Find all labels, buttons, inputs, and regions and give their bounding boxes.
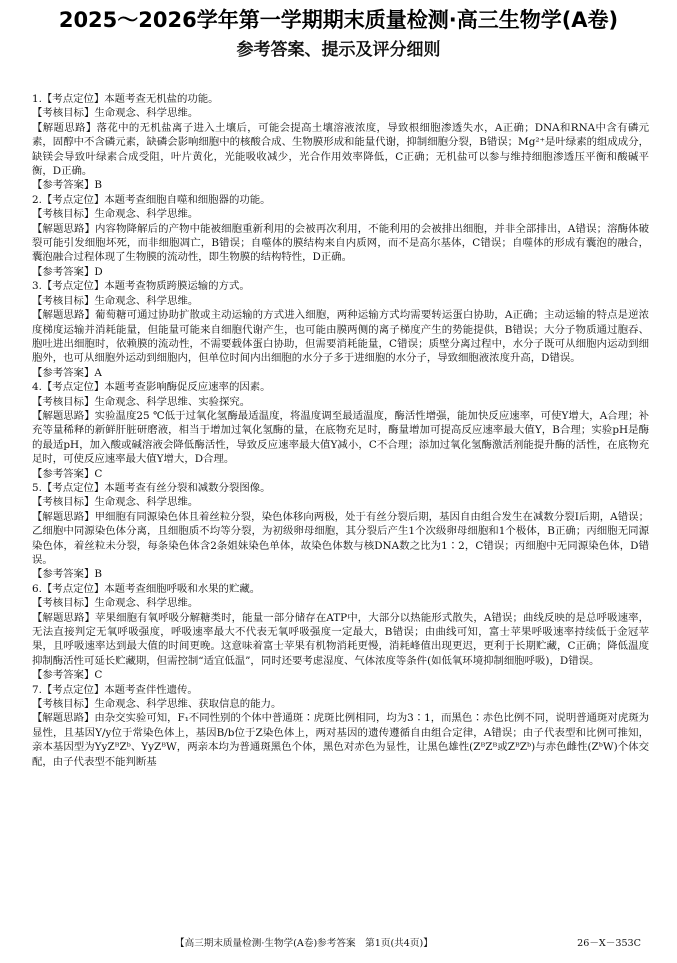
q1-target: 【考核目标】生命观念、科学思维。 — [32, 107, 199, 120]
q1-answer: 【参考答案】B — [32, 179, 102, 192]
q4-target: 【考核目标】生命观念、科学思维、实验探究。 — [32, 395, 251, 408]
q3-target: 【考核目标】生命观念、科学思维。 — [32, 294, 199, 307]
page-footer — [0, 936, 677, 952]
q6-topic: 6.【考点定位】本题考查细胞呼吸和水果的贮藏。 — [32, 582, 261, 595]
q7-reasoning: 【解题思路】由杂交实验可知，F₁不同性别的个体中普通斑∶虎斑比例相同，均为3∶1，而黑色∶赤色比例不同，说明普通斑对虎斑为显性，且基因Y/y位于常染色体上，基因B/b位于Z染色体上，两对基因的遗传遵循自由组合定律，A错误；由子代表型和比例可推知，亲本基因型为YyZᴮZᵇ、YyZᴮW，两亲本均为普通斑黑色个体，黑色对赤色为显性，让黑色雄性(ZᴮZᴮ或ZᴮZᵇ)与赤色雌性(ZᵇW)个体交配，由子代表型不能判断基 — [32, 712, 649, 768]
q6-answer: 【参考答案】C — [32, 669, 103, 682]
q3-topic: 3.【考点定位】本题考查物质跨膜运输的方式。 — [32, 280, 250, 293]
q2-reasoning: 【解题思路】内容物降解后的产物中能被细胞重新利用的会被再次利用，不能利用的会被排出细胞，并非全部排出，A错误；溶酶体破裂可能引发细胞坏死，而非细胞凋亡，B错误；自噬体的膜结构来自内质网，而不是高尔基体，C错误；自噬体的形成有囊泡的融合，囊泡融合过程体现了生物膜的流动性，即生物膜的结构特性，D正确。 — [32, 222, 649, 264]
question-4 — [32, 380, 649, 481]
q5-target: 【考核目标】生命观念、科学思维。 — [32, 496, 199, 509]
q6-target: 【考核目标】生命观念、科学思维。 — [32, 597, 199, 610]
footer-code: 26－X－353C — [577, 938, 641, 949]
q1-reasoning: 【解题思路】落花中的无机盐离子进入土壤后，可能会提高土壤溶液浓度，导致根细胞渗透失水，A正确；DNA和RNA中含有磷元素，固醇中不含磷元素，缺磷会影响细胞中的核酸合成、生物膜形成和能量代谢，抑制细胞分裂，B错误；Mg²⁺是叶绿素的组成成分，缺镁会导致叶绿素合成受阻，叶片黄化，光能吸收减少，光合作用效率降低，C正确；无机盐可以参与维持细胞渗透压平衡和酸碱平衡，D正确。 — [32, 121, 649, 178]
q5-topic: 5.【考点定位】本题考查有丝分裂和减数分裂图像。 — [32, 481, 271, 494]
question-6 — [32, 582, 649, 683]
question-5 — [32, 481, 649, 582]
question-2 — [32, 193, 649, 279]
q5-reasoning: 【解题思路】甲细胞有同源染色体且着丝粒分裂，染色体移向两极，处于有丝分裂后期，基因自由组合发生在减数分裂Ⅰ后期，A错误；乙细胞中同源染色体分离，且细胞质不均等分裂，为初级卵母细胞，其分裂后产生1个次级卵母细胞和1个极体，B正确；丙细胞无同源染色体，着丝粒未分裂，每条染色体含2条姐妹染色单体，故染色体数与核DNA数之比为1∶2，C错误；丙细胞中无同源染色体，D错误。 — [32, 510, 649, 566]
q2-answer: 【参考答案】D — [32, 265, 103, 278]
q4-answer: 【参考答案】C — [32, 467, 103, 480]
q4-reasoning: 【解题思路】实验温度25 ℃低于过氧化氢酶最适温度，将温度调至最适温度，酶活性增强，能加快反应速率，可使Y增大，A合理；补充等量稀释的新鲜肝脏研磨液，相当于增加过氧化氢酶的量，在底物充足时，酶量增加可提高反应速率最大值Y，B合理；实验pH是酶的最适pH，加入酸或碱溶液会降低酶活性，导致反应速率最大值Y减小，C不合理；添加过氧化氢酶激活剂能提升酶的活性，在底物充足时，可使反应速率最大值Y增大，D合理。 — [32, 409, 649, 466]
q6-reasoning: 【解题思路】苹果细胞有氧呼吸分解糖类时，能量一部分储存在ATP中，大部分以热能形式散失，A错误；曲线反映的是总呼吸速率，无法直接判定无氧呼吸强度，呼吸速率最大不代表无氧呼吸强度一定最大，B错误；由曲线可知，富士苹果呼吸速率持续低于金冠苹果，且呼吸速率达到最大值的时间更晚。这意味着富士苹果有机物消耗更慢，消耗峰值出现更迟，更利于长期贮藏，C正确；降低温度抑制酶活性可延长贮藏期，但需控制“适宜低温”，同时还要考虑湿度、气体浓度等条件(如低氧环境抑制细胞呼吸)，D错误。 — [32, 611, 649, 667]
question-1 — [32, 92, 649, 193]
q1-topic: 1.【考点定位】本题考查无机盐的功能。 — [32, 93, 219, 105]
q2-topic: 2.【考点定位】本题考查细胞自噬和细胞器的功能。 — [32, 193, 271, 206]
q3-reasoning: 【解题思路】葡萄糖可通过协助扩散或主动运输的方式进入细胞，两种运输方式均需要转运蛋白协助，A正确；主动运输的特点是逆浓度梯度运输并消耗能量，但能量可能来自细胞代谢产生，也可能由膜两侧的离子梯度产生的势能提供，B错误；大分子物质通过胞吞、胞吐进出细胞时，依赖膜的流动性，不需要载体蛋白协助，但需要消耗能量，C错误；质壁分离过程中，水分子既可从细胞内运动到细胞外，也可从细胞外运动到细胞内，但单位时间内出细胞的水分子多于进细胞的水分子，导致细胞液浓度升高，D错误。 — [32, 309, 649, 365]
q7-target: 【考核目标】生命观念、科学思维、获取信息的能力。 — [32, 698, 282, 711]
page-header — [0, 8, 677, 61]
q4-topic: 4.【考点定位】本题考查影响酶促反应速率的因素。 — [32, 381, 271, 394]
q3-answer: 【参考答案】A — [32, 366, 102, 379]
q5-answer: 【参考答案】B — [32, 568, 102, 581]
footer-page-info: 【高三期末质量检测·生物学(A卷)参考答案 第1页(共4页)】 — [175, 938, 433, 949]
question-7 — [32, 683, 649, 769]
answer-content — [32, 92, 649, 920]
page-title: 2025～2026学年第一学期期末质量检测·高三生物学(A卷) — [58, 8, 619, 32]
q7-topic: 7.【考点定位】本题考查伴性遗传。 — [32, 683, 198, 696]
page-subtitle: 参考答案、提示及评分细则 — [236, 40, 441, 60]
question-3 — [32, 279, 649, 380]
q2-target: 【考核目标】生命观念、科学思维。 — [32, 208, 199, 221]
